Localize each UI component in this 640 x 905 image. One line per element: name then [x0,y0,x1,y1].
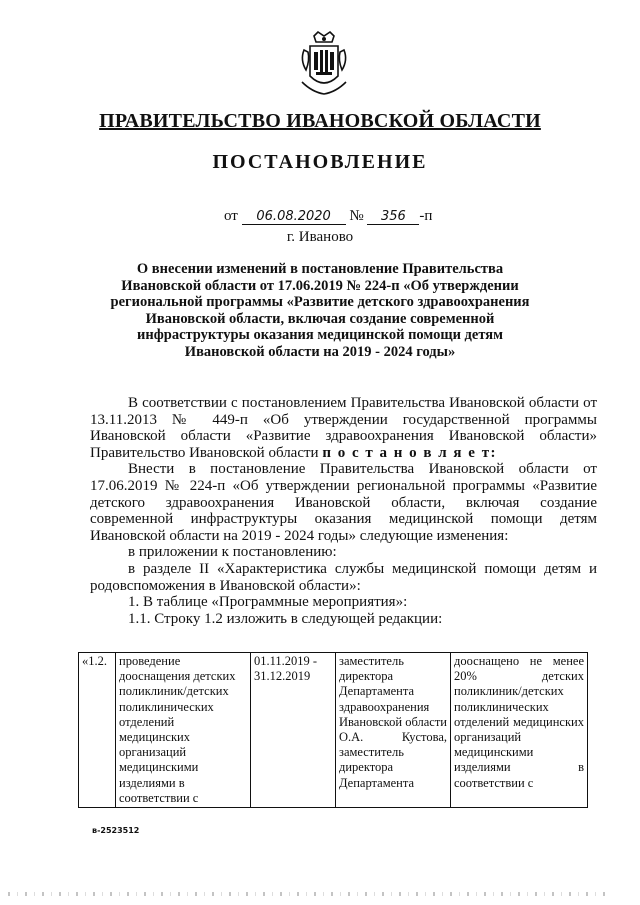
number-label: № [349,208,364,224]
document-subject: О внесении изменений в постановление Правительства Ивановской области от 17.06.2019 № 224-п «Об утверждении региональной программы «Развитие детского здравоохранения Ивановской области, включая создание современной инфраструктуры оказания медицинской помощи детям Ивановской области на 2019 - 2024 годы» [110,261,530,360]
table-cell-period: 01.11.2019 - 31.12.2019 [251,653,336,808]
document-body [90,395,597,627]
paragraph [90,395,597,461]
table-cell-number: «1.2. [79,653,116,808]
organization-title: ПРАВИТЕЛЬСТВО ИВАНОВСКОЙ ОБЛАСТИ [99,110,541,132]
decree-word: п о с т а н о в л я е т: [322,444,498,461]
date-number-line [224,208,432,225]
paragraph: в разделе II «Характеристика службы медицинской помощи детям и родовспоможения в Ивановской области»: [90,560,597,594]
scan-noise [8,892,608,896]
document-number: 356 [367,209,419,225]
from-label: от [224,208,238,224]
paragraph: в приложении к постановлению: [128,544,337,561]
paragraph: Внести в постановление Правительства Ивановской области от 17.06.2019 № 224-п «Об утверждении региональной программы «Развитие детского здравоохранения Ивановской области, включая создание современной инфраструктуры оказания медицинской помощи детям Ивановской области на 2019 - 2024 годы» следующие изменения: [90,461,597,544]
paragraph-text: В соответствии с постановлением Правительства Ивановской области от 13.11.2013 № 449-п «Об утверждении государственной программы Ивановской области «Развитие здравоохранения Ивановской области» Правительство Ивановской области [90,395,597,461]
table-cell-activity: проведение дооснащения детских поликлиник/детских поликлинических отделений медицинских организаций медицинскими изделиями в соответствии с [116,653,251,808]
city: г. Иваново [286,229,354,245]
table-cell-responsible: заместитель директора Департамента здравоохранения Ивановской области О.А. Кустова, заместитель директора Департамента [336,653,451,808]
table-row [79,653,588,808]
paragraph: 1. В таблице «Программные мероприятия»: [128,594,408,611]
coat-of-arms-icon [296,30,352,100]
document-date: 06.08.2020 [242,209,346,225]
document-type: ПОСТАНОВЛЕНИЕ [212,151,428,173]
table-cell-result: дооснащено не менее 20% детских поликлиник/детских поликлинических отделений медицинских организаций медицинскими изделиями в соответствии с [451,653,588,808]
document-code: в-2523512 [92,826,140,835]
number-suffix: -п [419,208,433,224]
program-activities-table [78,652,588,808]
paragraph: 1.1. Строку 1.2 изложить в следующей редакции: [128,610,443,627]
